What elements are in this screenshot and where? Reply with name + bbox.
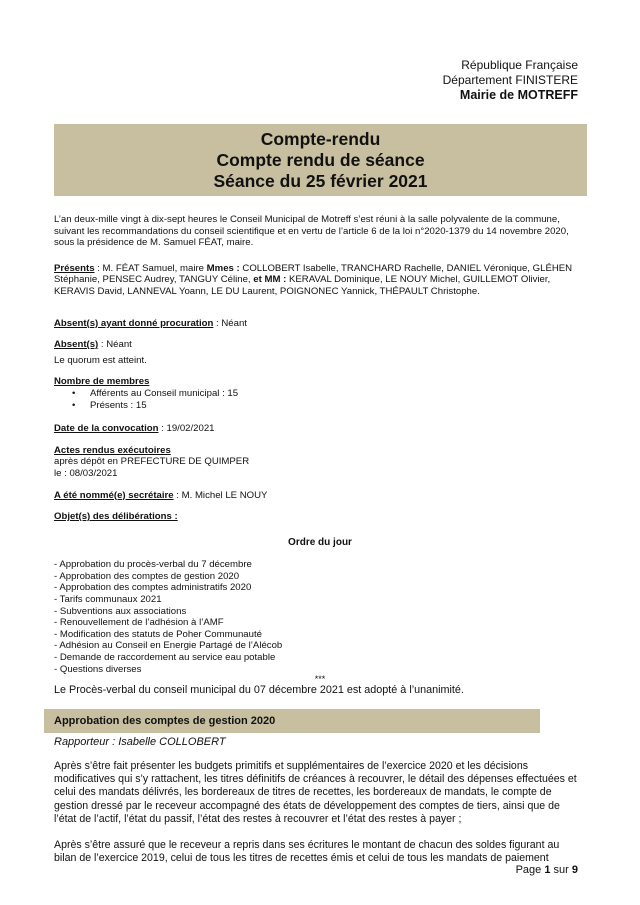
list-item: - Approbation des comptes administratifs 2020 bbox=[54, 582, 252, 594]
footer-middle: sur bbox=[550, 864, 572, 876]
absents-label: Absent(s) bbox=[54, 339, 99, 351]
title-line-3: Séance du 25 février 2021 bbox=[213, 171, 428, 191]
list-item: - Tarifs communaux 2021 bbox=[54, 594, 162, 606]
quorum-text: Le quorum est atteint. bbox=[54, 354, 147, 366]
title-line-1: Compte-rendu bbox=[260, 129, 381, 149]
actes-line-2: le : 08/03/2021 bbox=[54, 467, 118, 479]
convocation-value: : 19/02/2021 bbox=[158, 423, 215, 435]
actes-line-1: après dépôt en PREFECTURE DE QUIMPER bbox=[54, 456, 250, 468]
secretaire bbox=[54, 490, 586, 502]
absent-procuration bbox=[54, 318, 586, 330]
presents-mmes: Mmes : bbox=[206, 262, 240, 274]
header-mairie: Mairie de MOTREFF bbox=[459, 88, 578, 102]
list-item: - Renouvellement de l’adhésion à l’AMF bbox=[54, 617, 224, 629]
list-item: - Subventions aux associations bbox=[54, 605, 187, 617]
footer-prefix: Page bbox=[515, 864, 545, 876]
intro-paragraph: L’an deux-mille vingt à dix-sept heures le Conseil Municipal de Motreff s’est réuni à la salle polyvalente de la commune, suivant les recommandations du conseil scientifique et en vertu de l’article 6 de la loi n°2020-1379 du 14 novembre 2020, sous la présidence de M. Samuel FÉAT, maire. bbox=[54, 214, 569, 249]
presents-text-2: COLLOBERT Isabelle, TRANCHARD Rachelle, DANIEL Véronique, GLÉHEN Stéphanie, PENSEC Audrey, TANGUY Céline, bbox=[54, 262, 573, 286]
section-title-bar: Approbation des comptes de gestion 2020 bbox=[44, 709, 540, 733]
absents-value: : Néant bbox=[98, 339, 132, 351]
list-item: - Modification des statuts de Poher Communauté bbox=[54, 628, 262, 640]
convocation-label: Date de la convocation bbox=[54, 423, 159, 435]
header-departement: Département FINISTERE bbox=[442, 73, 578, 87]
presents-paragraph bbox=[54, 263, 586, 298]
list-item: - Adhésion au Conseil en Energie Partagé de l’Alécob bbox=[54, 640, 283, 652]
list-item: - Approbation des comptes de gestion 2020 bbox=[54, 570, 240, 582]
presents-text-3: KERAVAL Dominique, LE NOUY Michel, GUILLEMOT Olivier, KERAVIS David, LANNEVAL Yoann, LE DU Laurent, POIGNONEC Yannick, THÉPAULT Christophe. bbox=[54, 274, 551, 297]
secretaire-value: : M. Michel LE NOUY bbox=[173, 489, 268, 501]
header-republique: République Française bbox=[461, 58, 578, 72]
list-item: • Présents : 15 bbox=[74, 400, 586, 412]
header-address bbox=[443, 58, 578, 103]
list-item: - Approbation du procès-verbal du 7 décembre bbox=[54, 559, 252, 571]
ordre-du-jour-list bbox=[54, 559, 586, 675]
separator-stars: *** bbox=[314, 674, 326, 685]
absent-procuration-label: Absent(s) ayant donné procuration bbox=[54, 317, 214, 329]
section-paragraph-2: Après s’être assuré que le receveur a repris dans ses écritures le montant de chacun des soldes figurant au bilan de l’exercice 2019, celui de tous les titres de recettes émis et celui de tous les mandats de paiement bbox=[54, 839, 560, 865]
section-body bbox=[54, 760, 584, 878]
absents bbox=[54, 339, 586, 351]
document-body bbox=[54, 214, 586, 697]
page-footer bbox=[516, 864, 578, 876]
rapporteur: Rapporteur : Isabelle COLLOBERT bbox=[54, 736, 226, 748]
actes-label: Actes rendus exécutoires bbox=[54, 444, 171, 456]
convocation bbox=[54, 423, 586, 435]
footer-page-total: 9 bbox=[571, 864, 578, 876]
list-item: • Afférents au Conseil municipal : 15 bbox=[74, 388, 586, 400]
list-item: - Questions diverses bbox=[54, 663, 142, 675]
absent-procuration-value: : Néant bbox=[213, 317, 247, 329]
list-item: - Demande de raccordement au service eau potable bbox=[54, 652, 276, 664]
membres-list bbox=[54, 388, 586, 411]
title-line-2: Compte rendu de séance bbox=[216, 150, 425, 170]
presents-label: Présents bbox=[54, 262, 95, 274]
secretaire-label: A été nommé(e) secrétaire bbox=[54, 489, 174, 501]
objets-label: Objet(s) des délibérations : bbox=[54, 511, 178, 523]
title-box bbox=[54, 124, 587, 196]
membres-label: Nombre de membres bbox=[54, 376, 150, 388]
presents-text-1: : M. FÉAT Samuel, maire bbox=[94, 262, 207, 274]
section-paragraph-1: Après s’être fait présenter les budgets primitifs et supplémentaires de l’exercice 2020 et les décisions modificatives qui s’y rattachent, les titres définitifs de créances à recouvrer, le détail des dépenses effectuées et celui des mandats délivrés, les bordereaux de titres de recettes, les bordereaux de mandats, le compte de gestion dressé par le receveur accompagné des états de développement des comptes de tiers, ainsi que de l’état de l’actif, l’état du passif, l’état des restes à recouvrer et l’état des restes à payer ; bbox=[54, 760, 577, 825]
adoption-text: Le Procès-verbal du conseil municipal du 07 décembre 2021 est adopté à l’unanimité. bbox=[54, 684, 464, 697]
ordre-du-jour-title: Ordre du jour bbox=[288, 536, 352, 548]
footer-page-number: 1 bbox=[544, 864, 551, 876]
presents-mm: et MM : bbox=[253, 274, 287, 286]
